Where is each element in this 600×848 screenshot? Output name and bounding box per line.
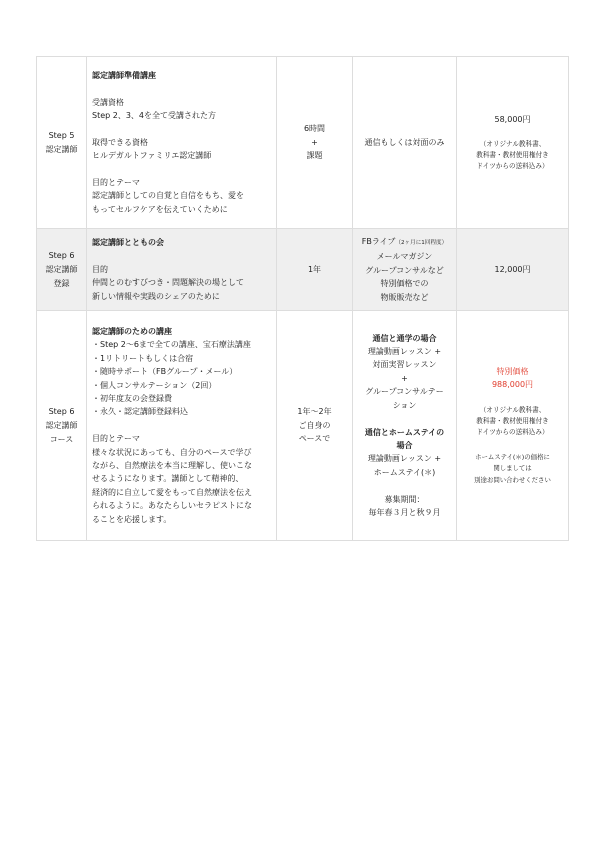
section-text: ながら、自然療法を本当に理解し、使いこな <box>92 461 252 470</box>
section-text: ることを応援します。 <box>92 514 172 524</box>
duration-cell <box>277 311 353 541</box>
homestay-note: 別途お問い合わせください <box>474 475 551 484</box>
course-title: 認定講師のための講座 <box>92 326 172 336</box>
price-cell <box>457 229 569 311</box>
price-note: 教科書・教材使用権付き <box>476 417 549 426</box>
step-cell <box>37 57 87 229</box>
step-name: コース <box>49 434 74 444</box>
section-text: Step 2、3、4を全て受講された方 <box>92 110 217 120</box>
format-text: 特別価格での <box>380 279 429 289</box>
section-text: られるように。あなたらしいセラピストにな <box>92 501 252 511</box>
step-label: Step 6 <box>48 406 75 416</box>
table-row-step5 <box>37 57 569 229</box>
section-text: もってセルフケアを伝えていくために <box>92 204 228 214</box>
duration-text: 1年〜2年 <box>297 407 332 417</box>
price-cell <box>457 311 569 541</box>
homestay-note: ホームステイ(＊)の価格に <box>475 452 550 461</box>
section-heading: 目的とテーマ <box>92 177 140 187</box>
table-row-step6-register <box>37 229 569 311</box>
special-price-label: 特別価格 <box>496 366 529 376</box>
price-note: ドイツからの送料込み） <box>476 428 549 437</box>
format-text: グループコンサルテー <box>365 387 444 397</box>
section-heading: 目的とテーマ <box>92 434 140 444</box>
section-text: 認定講師としての自覚と自信をもち、愛を <box>92 191 244 201</box>
list-item: ・初年度友の会登録費 <box>92 393 172 403</box>
price-note: 教科書・教材使用権付き <box>476 151 549 160</box>
duration-cell <box>277 57 353 229</box>
section-text: 経済的に自立して愛をもって自然療法を伝え <box>92 487 252 497</box>
format-text: 物販販売など <box>380 292 429 302</box>
step-label: Step 6 <box>48 250 75 260</box>
step-cell <box>37 311 87 541</box>
section-heading: 取得できる資格 <box>92 137 148 147</box>
course-table <box>36 56 569 541</box>
format-text <box>358 235 451 250</box>
price-text: 58,000円 <box>494 114 531 124</box>
price-note: ドイツからの送料込み） <box>476 162 549 171</box>
price-cell <box>457 57 569 229</box>
duration-text: 1年 <box>307 264 322 274</box>
recruit-period-label: 募集期間： <box>384 494 425 504</box>
step-name: 認定講師 <box>45 144 78 154</box>
format-text: 理論動画レッスン + <box>367 347 442 357</box>
format-text: 通信もしくは対面のみ <box>364 137 445 147</box>
format-text: 対面実習レッスン <box>372 360 437 370</box>
price-text: 12,000円 <box>494 264 531 274</box>
description-cell <box>87 229 277 311</box>
recruit-period: 毎年春３月と秋９月 <box>368 507 441 517</box>
format-text: ション <box>392 400 417 410</box>
step-label: Step 5 <box>48 130 75 140</box>
course-title: 認定講師準備講座 <box>92 70 156 80</box>
price-text: 988,000円 <box>491 380 534 390</box>
step-name: 登録 <box>53 278 70 288</box>
duration-text: 課題 <box>306 151 323 161</box>
table-row-step6-course <box>37 311 569 541</box>
list-item: ・永久・認定講師登録料込 <box>92 407 188 417</box>
section-heading: 受講資格 <box>92 97 124 107</box>
description-cell <box>87 57 277 229</box>
duration-text: 6時間 <box>303 124 326 134</box>
format-cell <box>353 229 457 311</box>
format-text: メールマガジン <box>376 252 433 262</box>
section-heading: 目的 <box>92 264 108 274</box>
format-heading: 通信と通学の場合 <box>372 333 437 343</box>
format-heading: 通信とホームステイの <box>364 427 445 437</box>
section-text: 様々な状況にあっても、自分のペースで学び <box>92 447 252 457</box>
format-heading: 場合 <box>396 440 413 450</box>
format-text: 理論動画レッスン + <box>367 454 442 464</box>
price-note: （オリジナル教科書、 <box>479 406 546 415</box>
description-cell <box>87 311 277 541</box>
duration-cell <box>277 229 353 311</box>
duration-text: ペースで <box>298 434 331 444</box>
list-item: ・Step 2〜6まで全ての講座、宝石療法講座 <box>92 340 251 350</box>
section-text: 仲間とのむすびつき・問題解決の場として <box>92 278 244 288</box>
course-title: 認定講師とともの会 <box>92 237 164 247</box>
step-cell <box>37 229 87 311</box>
format-text: ホームステイ(＊) <box>373 467 436 477</box>
section-text: 新しい情報や実践のシェアのために <box>92 291 220 301</box>
format-cell <box>353 57 457 229</box>
format-fb-note: （2ヶ月に1回程度） <box>395 239 448 246</box>
section-text: ヒルデガルトファミリエ認定講師 <box>92 151 212 161</box>
step-name: 認定講師 <box>45 264 78 274</box>
homestay-note: 関しましては <box>493 464 532 473</box>
list-item: ・個人コンサルテーション（2回） <box>92 380 217 390</box>
step-name: 認定講師 <box>45 420 78 430</box>
price-note: （オリジナル教科書、 <box>479 140 546 149</box>
format-text: + <box>401 373 408 383</box>
format-text: グループコンサルなど <box>365 265 444 275</box>
format-cell <box>353 311 457 541</box>
duration-text: + <box>311 137 318 147</box>
format-fb-live: FBライブ <box>361 236 396 246</box>
section-text: せるようになります。講師として精神的、 <box>92 474 244 484</box>
list-item: ・1リトリートもしくは合宿 <box>92 353 194 363</box>
duration-text: ご自身の <box>298 420 331 430</box>
list-item: ・随時サポート（FBグループ・メール） <box>92 367 238 377</box>
